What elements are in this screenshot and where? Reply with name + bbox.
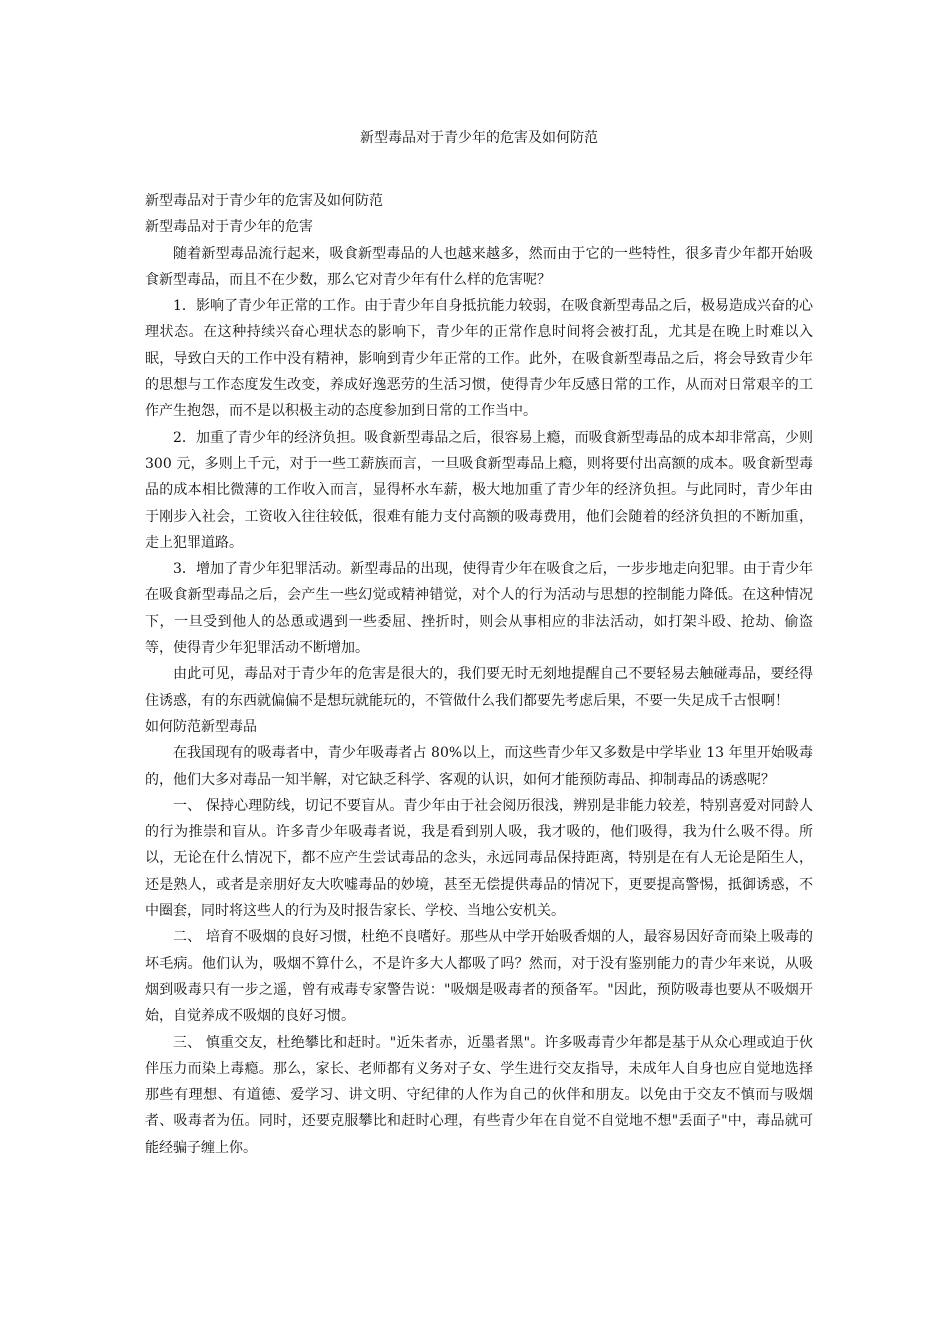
paragraph-harm-1: 1．影响了青少年正常的工作。由于青少年自身抵抗能力较弱，在吸食新型毒品之后，极易造成兴奋的心理状态。在这种持续兴奋心理状态的影响下，青少年的正常作息时间将会被打乱，尤其是在晚上时难以入眠，导致白天的工作中没有精神，影响到青少年正常的工作。此外，在吸食新型毒品之后，将会导致青少年的思想与工作态度发生改变，养成好逸恶劳的生活习惯，使得青少年反感日常的工作，从而对日常艰辛的工作产生抱怨，而不是以积极主动的态度参加到日常的工作当中。 <box>145 298 813 420</box>
paragraph-conclusion: 由此可见，毒品对于青少年的危害是很大的，我们要无时无刻地提醒自己不要轻易去触碰毒品，要经得住诱惑，有的东西就偏偏不是想玩就能玩的，不管做什么我们都要先考虑后果，不要一失足成千古恨啊！ <box>145 666 813 709</box>
document-page <box>145 128 813 1161</box>
section-heading-harms: 新型毒品对于青少年的危害 <box>145 219 313 236</box>
paragraph-prevention-2: 二、 培育不吸烟的良好习惯，杜绝不良嗜好。那些从中学开始吸香烟的人，最容易因好奇而染上吸毒的坏毛病。他们认为，吸烟不算什么，不是许多大人都吸了吗？然而，对于没有鉴别能力的青少年来说，从吸烟到吸毒只有一步之遥，曾有戒毒专家警告说："吸烟是吸毒者的预备军。"因此，预防吸毒也要从不吸烟开始，自觉养成不吸烟的良好习惯。 <box>145 929 813 1025</box>
paragraph-prevention-1: 一、 保持心理防线，切记不要盲从。青少年由于社会阅历很浅，辨别是非能力较差，特别喜爱对同龄人的行为推崇和盲从。许多青少年吸毒者说，我是看到别人吸，我才吸的，他们吸得，我为什么吸不得。所以，无论在什么情况下，都不应产生尝试毒品的念头，永远同毒品保持距离，特别是在有人无论是陌生人，还是熟人，或者是亲朋好友大吹嘘毒品的妙境，甚至无偿提供毒品的情况下，更要提高警惕，抵御诱惑，不中圈套，同时将这些人的行为及时报告家长、学校、当地公安机关。 <box>145 797 813 920</box>
document-title: 新型毒品对于青少年的危害及如何防范 <box>360 130 598 146</box>
paragraph-harm-3: 3．增加了青少年犯罪活动。新型毒品的出现，使得青少年在吸食之后，一步步地走向犯罪。由于青少年在吸食新型毒品之后，会产生一些幻觉或精神错觉，对个人的行为活动与思想的控制能力降低。在这种情况下，一旦受到他人的怂恿或遇到一些委屈、挫折时，则会从事相应的非法活动，如打架斗殴、抢劫、偷盗等，使得青少年犯罪活动不断增加。 <box>145 561 813 657</box>
paragraph-prevention-intro: 在我国现有的吸毒者中，青少年吸毒者占 80%以上，而这些青少年又多数是中学毕业 13 年里开始吸毒的，他们大多对毒品一知半解，对它缺乏科学、客观的认识，如何才能预防毒品、抑制毒品的诱惑呢？ <box>145 745 813 788</box>
paragraph-intro: 随着新型毒品流行起来，吸食新型毒品的人也越来越多，然而由于它的一些特性，很多青少年都开始吸食新型毒品，而且不在少数，那么它对青少年有什么样的危害呢？ <box>145 245 813 288</box>
document-subtitle: 新型毒品对于青少年的危害及如何防范 <box>145 193 383 209</box>
section-heading-prevention: 如何防范新型毒品 <box>145 718 257 735</box>
paragraph-harm-2: 2．加重了青少年的经济负担。吸食新型毒品之后，很容易上瘾，而吸食新型毒品的成本却非常高，少则 300 元，多则上千元，对于一些工薪族而言，一旦吸食新型毒品上瘾，则将要付出高额的成本。吸食新型毒品的成本相比微薄的工作收入而言，显得杯水车薪，极大地加重了青少年的经济负担。与此同时，青少年由于刚步入社会，工资收入往往较低，很难有能力支付高额的吸毒费用，他们会随着的经济负担的不断加重，走上犯罪道路。 <box>145 429 813 551</box>
paragraph-prevention-3: 三、 慎重交友，杜绝攀比和赶时。"近朱者赤，近墨者黑"。许多吸毒青少年都是基于从众心理或迫于伙伴压力而染上毒瘾。那么，家长、老师都有义务对子女、学生进行交友指导，未成年人自身也应自觉地选择那些有理想、有道德、爱学习、讲文明、守纪律的人作为自己的伙伴和朋友。以免由于交友不慎而与吸烟者、吸毒者为伍。同时，还要克服攀比和赶时心理，有些青少年在自觉不自觉地不想"丢面子"中，毒品就可能经骗子缠上你。 <box>145 1034 813 1156</box>
